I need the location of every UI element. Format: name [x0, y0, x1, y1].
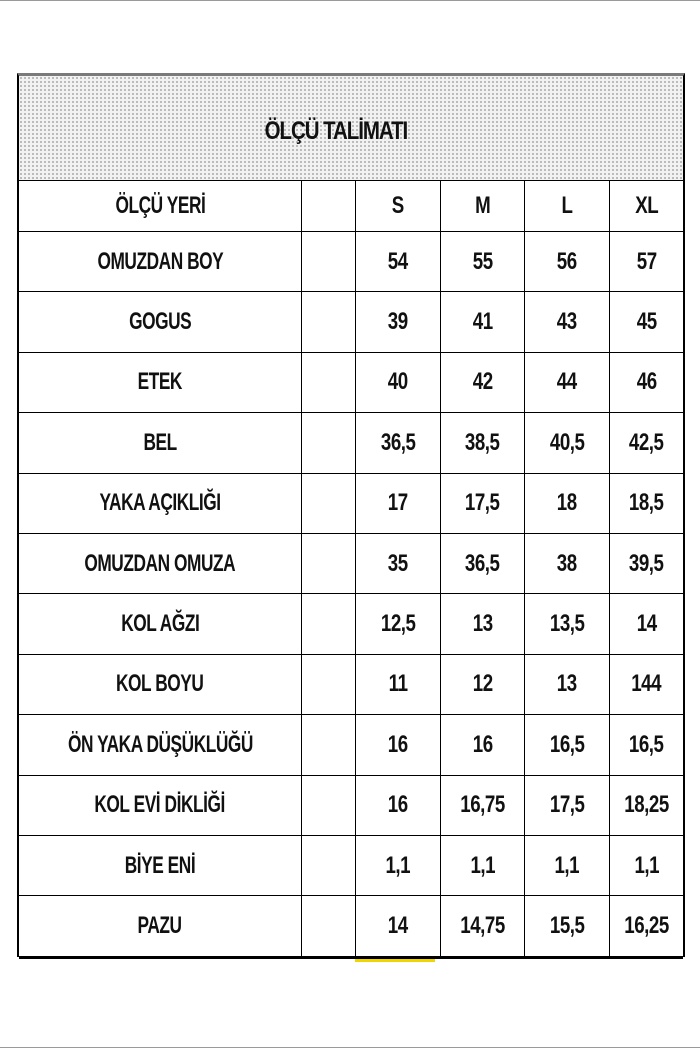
measure-label: KOL AĞZI: [19, 594, 302, 653]
blank-cell: [302, 715, 356, 774]
value-cell-xl: 18,5: [629, 489, 664, 517]
measure-label: KOL EVİ DİKLİĞİ: [19, 776, 302, 835]
value-cell-l: 43: [525, 292, 610, 351]
value-cell-m: 16: [441, 715, 525, 774]
blank-cell: [302, 292, 356, 351]
chart-title: ÖLÇÜ TALİMATI: [264, 116, 408, 145]
value-cell-l: 56: [525, 232, 610, 291]
value-cell-m: 55: [441, 232, 525, 291]
measure-label: OMUZDAN OMUZA: [19, 534, 302, 593]
header-size-l: L: [525, 180, 610, 231]
header-size-xl: XL: [635, 191, 658, 219]
value-cell-xl: 14: [636, 610, 657, 638]
table-row: [19, 474, 683, 534]
table-row: [19, 715, 683, 775]
value-cell-s: 14: [356, 896, 441, 955]
table-row: [19, 836, 683, 896]
value-cell-m: 42: [441, 353, 525, 412]
value-cell-s: 17: [356, 474, 441, 533]
measure-label: BEL: [19, 413, 302, 472]
blank-cell: [302, 353, 356, 412]
value-cell-l: 44: [525, 353, 610, 412]
value-cell-l: 13,5: [525, 594, 610, 653]
value-cell-m: 38,5: [441, 413, 525, 472]
title-band: [19, 76, 683, 181]
value-cell-xl: 18,25: [624, 791, 669, 819]
value-cell-xl: 45: [636, 308, 657, 336]
blank-cell: [302, 413, 356, 472]
table-row: [19, 896, 683, 958]
header-measure-label: ÖLÇÜ YERİ: [19, 180, 302, 231]
value-cell-xl: 46: [636, 368, 657, 396]
value-cell-m: 41: [441, 292, 525, 351]
value-cell-s: 35: [356, 534, 441, 593]
table-row: [19, 534, 683, 594]
blank-cell: [302, 232, 356, 291]
measure-label: ÖN YAKA DÜŞÜKLÜĞÜ: [19, 715, 302, 774]
value-cell-xl: 39,5: [629, 549, 664, 577]
value-cell-l: 38: [525, 534, 610, 593]
measure-label: KOL BOYU: [19, 655, 302, 714]
value-cell-l: 15,5: [525, 896, 610, 955]
table-row: [19, 353, 683, 413]
table-row: [19, 776, 683, 836]
header-size-m: M: [441, 180, 525, 231]
value-cell-l: 40,5: [525, 413, 610, 472]
value-cell-s: 16: [356, 776, 441, 835]
measure-label: ETEK: [19, 353, 302, 412]
value-cell-m: 13: [441, 594, 525, 653]
value-cell-s: 39: [356, 292, 441, 351]
bottom-border: [0, 1047, 700, 1048]
value-cell-xl: 57: [636, 247, 657, 275]
value-cell-xl: 16,5: [629, 730, 664, 758]
cell-highlight-mark: [355, 959, 435, 962]
table-row: [19, 413, 683, 473]
blank-cell: [302, 896, 356, 955]
value-cell-s: 1,1: [356, 836, 441, 895]
size-table: [19, 180, 683, 959]
table-row: [19, 232, 683, 292]
header-blank: [302, 180, 356, 231]
header-row: [19, 180, 683, 232]
header-size-s: S: [356, 180, 441, 231]
measure-label: BİYE ENİ: [19, 836, 302, 895]
measure-label: GOGUS: [19, 292, 302, 351]
value-cell-xl: 16,25: [624, 911, 669, 939]
value-cell-s: 54: [356, 232, 441, 291]
value-cell-l: 1,1: [525, 836, 610, 895]
value-cell-xl: 42,5: [629, 428, 664, 456]
blank-cell: [302, 836, 356, 895]
value-cell-s: 36,5: [356, 413, 441, 472]
size-chart: [17, 73, 685, 957]
value-cell-m: 36,5: [441, 534, 525, 593]
value-cell-xl: 144: [631, 670, 662, 698]
value-cell-xl: 1,1: [634, 851, 659, 879]
top-border: [0, 0, 700, 1]
value-cell-m: 17,5: [441, 474, 525, 533]
value-cell-s: 11: [356, 655, 441, 714]
measure-label: PAZU: [19, 896, 302, 955]
value-cell-m: 1,1: [441, 836, 525, 895]
value-cell-s: 12,5: [356, 594, 441, 653]
table-row: [19, 594, 683, 654]
value-cell-l: 13: [525, 655, 610, 714]
value-cell-m: 14,75: [441, 896, 525, 955]
blank-cell: [302, 776, 356, 835]
measure-label: OMUZDAN BOY: [19, 232, 302, 291]
blank-cell: [302, 474, 356, 533]
blank-cell: [302, 594, 356, 653]
value-cell-l: 17,5: [525, 776, 610, 835]
value-cell-l: 18: [525, 474, 610, 533]
value-cell-m: 12: [441, 655, 525, 714]
value-cell-s: 40: [356, 353, 441, 412]
table-row: [19, 292, 683, 352]
blank-cell: [302, 655, 356, 714]
value-cell-m: 16,75: [441, 776, 525, 835]
blank-cell: [302, 534, 356, 593]
table-row: [19, 655, 683, 715]
measure-label: YAKA AÇIKLIĞI: [19, 474, 302, 533]
value-cell-l: 16,5: [525, 715, 610, 774]
value-cell-s: 16: [356, 715, 441, 774]
